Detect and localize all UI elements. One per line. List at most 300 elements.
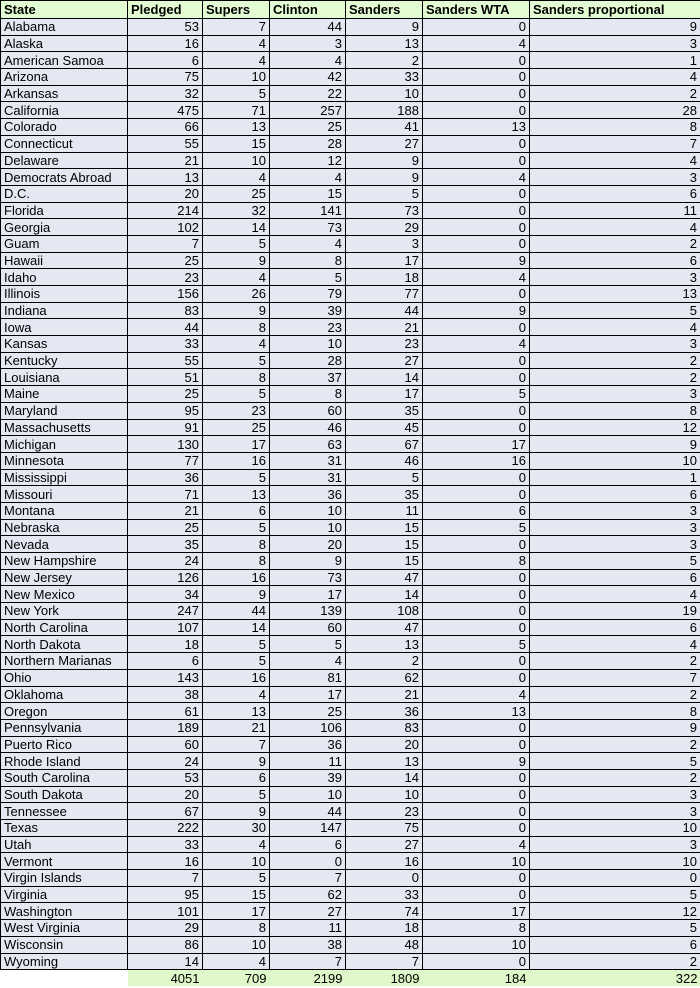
cell-supers: 26 xyxy=(203,286,270,303)
cell-sanders: 48 xyxy=(346,936,423,953)
cell-pledged: 20 xyxy=(128,185,203,202)
cell-sanders-proportional: 3 xyxy=(530,336,700,353)
cell-clinton: 106 xyxy=(270,719,346,736)
cell-clinton: 147 xyxy=(270,820,346,837)
cell-sanders: 17 xyxy=(346,252,423,269)
cell-sanders-proportional: 4 xyxy=(530,319,700,336)
cell-state: South Dakota xyxy=(1,786,128,803)
cell-pledged: 475 xyxy=(128,102,203,119)
table-row xyxy=(1,586,700,603)
cell-sanders: 23 xyxy=(346,336,423,353)
cell-sanders: 77 xyxy=(346,286,423,303)
cell-supers: 5 xyxy=(203,870,270,887)
cell-supers: 10 xyxy=(203,152,270,169)
cell-state: New Hampshire xyxy=(1,553,128,570)
cell-sanders: 36 xyxy=(346,703,423,720)
cell-sanders: 15 xyxy=(346,536,423,553)
cell-state: Minnesota xyxy=(1,452,128,469)
cell-sanders: 15 xyxy=(346,519,423,536)
cell-clinton: 44 xyxy=(270,19,346,36)
cell-sanders-wta: 0 xyxy=(423,69,530,86)
table-body xyxy=(1,19,700,970)
header-pledged: Pledged xyxy=(128,1,203,19)
cell-sanders-wta: 9 xyxy=(423,302,530,319)
table-row xyxy=(1,736,700,753)
cell-pledged: 55 xyxy=(128,135,203,152)
cell-sanders-proportional: 11 xyxy=(530,202,700,219)
cell-sanders: 23 xyxy=(346,803,423,820)
cell-clinton: 4 xyxy=(270,653,346,670)
cell-pledged: 44 xyxy=(128,319,203,336)
cell-sanders: 11 xyxy=(346,502,423,519)
cell-supers: 16 xyxy=(203,569,270,586)
header-sanders-wta: Sanders WTA xyxy=(423,1,530,19)
cell-supers: 71 xyxy=(203,102,270,119)
table-row xyxy=(1,52,700,69)
cell-sanders-wta: 0 xyxy=(423,235,530,252)
cell-sanders: 14 xyxy=(346,769,423,786)
table-row xyxy=(1,419,700,436)
cell-sanders-wta: 0 xyxy=(423,185,530,202)
cell-pledged: 25 xyxy=(128,519,203,536)
cell-sanders-wta: 10 xyxy=(423,853,530,870)
cell-sanders-proportional: 6 xyxy=(530,486,700,503)
cell-sanders-proportional: 2 xyxy=(530,953,700,970)
cell-state: Massachusetts xyxy=(1,419,128,436)
cell-pledged: 25 xyxy=(128,252,203,269)
cell-state: Democrats Abroad xyxy=(1,169,128,186)
cell-sanders: 75 xyxy=(346,820,423,837)
cell-sanders-proportional: 8 xyxy=(530,119,700,136)
cell-sanders-proportional: 2 xyxy=(530,85,700,102)
cell-sanders-wta: 0 xyxy=(423,569,530,586)
cell-sanders: 13 xyxy=(346,636,423,653)
cell-sanders: 44 xyxy=(346,302,423,319)
cell-state: Montana xyxy=(1,502,128,519)
cell-state: Michigan xyxy=(1,436,128,453)
cell-clinton: 44 xyxy=(270,803,346,820)
cell-sanders-wta: 0 xyxy=(423,603,530,620)
cell-clinton: 141 xyxy=(270,202,346,219)
cell-sanders: 21 xyxy=(346,686,423,703)
cell-sanders-proportional: 3 xyxy=(530,836,700,853)
cell-clinton: 60 xyxy=(270,402,346,419)
cell-sanders-wta: 4 xyxy=(423,269,530,286)
cell-pledged: 107 xyxy=(128,619,203,636)
cell-state: Oklahoma xyxy=(1,686,128,703)
cell-clinton: 10 xyxy=(270,336,346,353)
cell-sanders: 188 xyxy=(346,102,423,119)
cell-clinton: 39 xyxy=(270,302,346,319)
cell-supers: 5 xyxy=(203,85,270,102)
cell-state: Washington xyxy=(1,903,128,920)
cell-sanders-wta: 0 xyxy=(423,219,530,236)
table-row xyxy=(1,202,700,219)
table-row xyxy=(1,953,700,970)
cell-clinton: 73 xyxy=(270,219,346,236)
table-row xyxy=(1,703,700,720)
table-row xyxy=(1,169,700,186)
cell-supers: 13 xyxy=(203,119,270,136)
cell-sanders-proportional: 7 xyxy=(530,669,700,686)
header-sanders-proportional: Sanders proportional xyxy=(530,1,700,19)
cell-sanders-wta: 0 xyxy=(423,653,530,670)
cell-supers: 16 xyxy=(203,452,270,469)
cell-sanders-wta: 0 xyxy=(423,619,530,636)
cell-clinton: 8 xyxy=(270,252,346,269)
cell-clinton: 17 xyxy=(270,586,346,603)
cell-clinton: 11 xyxy=(270,753,346,770)
cell-state: California xyxy=(1,102,128,119)
cell-state: Arizona xyxy=(1,69,128,86)
cell-state: New York xyxy=(1,603,128,620)
cell-supers: 8 xyxy=(203,369,270,386)
cell-pledged: 7 xyxy=(128,870,203,887)
cell-sanders-proportional: 13 xyxy=(530,286,700,303)
table-row xyxy=(1,486,700,503)
cell-state: Maine xyxy=(1,386,128,403)
cell-clinton: 28 xyxy=(270,352,346,369)
cell-clinton: 257 xyxy=(270,102,346,119)
cell-sanders-wta: 13 xyxy=(423,703,530,720)
cell-supers: 23 xyxy=(203,402,270,419)
cell-pledged: 86 xyxy=(128,936,203,953)
cell-sanders: 47 xyxy=(346,619,423,636)
cell-sanders-proportional: 5 xyxy=(530,753,700,770)
cell-sanders-wta: 0 xyxy=(423,536,530,553)
cell-sanders-wta: 5 xyxy=(423,519,530,536)
table-row xyxy=(1,152,700,169)
cell-sanders-wta: 6 xyxy=(423,502,530,519)
cell-supers: 9 xyxy=(203,753,270,770)
cell-pledged: 25 xyxy=(128,386,203,403)
cell-sanders: 13 xyxy=(346,35,423,52)
cell-sanders: 10 xyxy=(346,85,423,102)
cell-pledged: 71 xyxy=(128,486,203,503)
cell-sanders-proportional: 2 xyxy=(530,235,700,252)
cell-supers: 4 xyxy=(203,35,270,52)
cell-sanders-wta: 16 xyxy=(423,452,530,469)
table-row xyxy=(1,836,700,853)
table-row xyxy=(1,252,700,269)
cell-supers: 21 xyxy=(203,719,270,736)
cell-sanders-wta: 8 xyxy=(423,553,530,570)
cell-supers: 5 xyxy=(203,653,270,670)
table-row xyxy=(1,235,700,252)
cell-sanders: 35 xyxy=(346,486,423,503)
table-row xyxy=(1,686,700,703)
cell-state: Oregon xyxy=(1,703,128,720)
table-row xyxy=(1,719,700,736)
table-row xyxy=(1,369,700,386)
cell-clinton: 139 xyxy=(270,603,346,620)
cell-supers: 10 xyxy=(203,853,270,870)
cell-clinton: 7 xyxy=(270,953,346,970)
cell-state: West Virginia xyxy=(1,920,128,937)
cell-sanders-proportional: 10 xyxy=(530,820,700,837)
cell-clinton: 0 xyxy=(270,853,346,870)
cell-sanders: 62 xyxy=(346,669,423,686)
table-row xyxy=(1,820,700,837)
cell-sanders-wta: 8 xyxy=(423,920,530,937)
cell-sanders: 108 xyxy=(346,603,423,620)
cell-clinton: 79 xyxy=(270,286,346,303)
cell-sanders-proportional: 6 xyxy=(530,185,700,202)
table-row xyxy=(1,352,700,369)
table-row xyxy=(1,886,700,903)
cell-sanders-wta: 5 xyxy=(423,386,530,403)
cell-sanders: 18 xyxy=(346,269,423,286)
cell-sanders-proportional: 3 xyxy=(530,536,700,553)
cell-state: D.C. xyxy=(1,185,128,202)
cell-sanders-wta: 0 xyxy=(423,803,530,820)
cell-supers: 25 xyxy=(203,419,270,436)
cell-pledged: 53 xyxy=(128,769,203,786)
table-row xyxy=(1,519,700,536)
table-row xyxy=(1,853,700,870)
table-row xyxy=(1,452,700,469)
table-row xyxy=(1,85,700,102)
table-row xyxy=(1,185,700,202)
cell-sanders-wta: 17 xyxy=(423,436,530,453)
cell-supers: 5 xyxy=(203,469,270,486)
cell-sanders: 33 xyxy=(346,886,423,903)
cell-pledged: 24 xyxy=(128,753,203,770)
cell-pledged: 21 xyxy=(128,152,203,169)
cell-sanders: 15 xyxy=(346,553,423,570)
cell-sanders: 9 xyxy=(346,152,423,169)
cell-supers: 13 xyxy=(203,703,270,720)
cell-state: Virginia xyxy=(1,886,128,903)
cell-supers: 15 xyxy=(203,886,270,903)
cell-sanders: 41 xyxy=(346,119,423,136)
cell-supers: 5 xyxy=(203,235,270,252)
cell-supers: 44 xyxy=(203,603,270,620)
cell-clinton: 4 xyxy=(270,169,346,186)
cell-state: Nevada xyxy=(1,536,128,553)
cell-sanders-proportional: 3 xyxy=(530,786,700,803)
cell-sanders: 73 xyxy=(346,202,423,219)
table-row xyxy=(1,619,700,636)
cell-supers: 5 xyxy=(203,636,270,653)
cell-sanders: 46 xyxy=(346,452,423,469)
table-row xyxy=(1,286,700,303)
cell-sanders-wta: 13 xyxy=(423,119,530,136)
cell-sanders: 3 xyxy=(346,235,423,252)
cell-sanders: 20 xyxy=(346,736,423,753)
cell-sanders-proportional: 5 xyxy=(530,553,700,570)
cell-supers: 30 xyxy=(203,820,270,837)
cell-sanders-proportional: 4 xyxy=(530,219,700,236)
cell-state: South Carolina xyxy=(1,769,128,786)
cell-clinton: 73 xyxy=(270,569,346,586)
cell-clinton: 10 xyxy=(270,502,346,519)
table-row xyxy=(1,903,700,920)
cell-pledged: 67 xyxy=(128,803,203,820)
cell-sanders-proportional: 2 xyxy=(530,769,700,786)
cell-sanders: 7 xyxy=(346,953,423,970)
cell-sanders-proportional: 9 xyxy=(530,436,700,453)
cell-state: Pennsylvania xyxy=(1,719,128,736)
cell-sanders-wta: 17 xyxy=(423,903,530,920)
cell-pledged: 77 xyxy=(128,452,203,469)
cell-pledged: 53 xyxy=(128,19,203,36)
cell-clinton: 22 xyxy=(270,85,346,102)
cell-sanders-proportional: 8 xyxy=(530,402,700,419)
table-row xyxy=(1,469,700,486)
cell-pledged: 55 xyxy=(128,352,203,369)
cell-state: Maryland xyxy=(1,402,128,419)
cell-pledged: 51 xyxy=(128,369,203,386)
table-row xyxy=(1,569,700,586)
cell-sanders-wta: 4 xyxy=(423,686,530,703)
cell-pledged: 36 xyxy=(128,469,203,486)
cell-state: North Carolina xyxy=(1,619,128,636)
cell-sanders-proportional: 2 xyxy=(530,736,700,753)
cell-sanders-wta: 4 xyxy=(423,169,530,186)
cell-sanders-proportional: 2 xyxy=(530,653,700,670)
cell-pledged: 33 xyxy=(128,836,203,853)
cell-supers: 25 xyxy=(203,185,270,202)
cell-sanders-wta: 0 xyxy=(423,469,530,486)
cell-sanders-proportional: 3 xyxy=(530,386,700,403)
cell-sanders-proportional: 1 xyxy=(530,52,700,69)
cell-clinton: 63 xyxy=(270,436,346,453)
cell-pledged: 14 xyxy=(128,953,203,970)
cell-sanders: 27 xyxy=(346,352,423,369)
cell-clinton: 11 xyxy=(270,920,346,937)
cell-pledged: 83 xyxy=(128,302,203,319)
cell-clinton: 39 xyxy=(270,769,346,786)
cell-supers: 10 xyxy=(203,936,270,953)
cell-supers: 4 xyxy=(203,52,270,69)
cell-clinton: 15 xyxy=(270,185,346,202)
cell-sanders: 14 xyxy=(346,369,423,386)
cell-sanders-proportional: 3 xyxy=(530,502,700,519)
cell-sanders-proportional: 6 xyxy=(530,936,700,953)
cell-state: Kansas xyxy=(1,336,128,353)
cell-state: Guam xyxy=(1,235,128,252)
cell-sanders-wta: 0 xyxy=(423,719,530,736)
cell-sanders-proportional: 6 xyxy=(530,252,700,269)
cell-supers: 5 xyxy=(203,519,270,536)
cell-pledged: 16 xyxy=(128,35,203,52)
table-row xyxy=(1,502,700,519)
cell-clinton: 4 xyxy=(270,235,346,252)
cell-sanders-wta: 0 xyxy=(423,286,530,303)
table-row xyxy=(1,553,700,570)
cell-pledged: 143 xyxy=(128,669,203,686)
cell-sanders-proportional: 3 xyxy=(530,169,700,186)
cell-sanders: 74 xyxy=(346,903,423,920)
cell-sanders-proportional: 3 xyxy=(530,35,700,52)
cell-sanders-wta: 0 xyxy=(423,669,530,686)
cell-sanders: 2 xyxy=(346,52,423,69)
cell-pledged: 34 xyxy=(128,586,203,603)
cell-pledged: 32 xyxy=(128,85,203,102)
cell-clinton: 10 xyxy=(270,519,346,536)
header-clinton: Clinton xyxy=(270,1,346,19)
cell-sanders: 67 xyxy=(346,436,423,453)
cell-sanders-proportional: 4 xyxy=(530,586,700,603)
cell-sanders: 17 xyxy=(346,386,423,403)
cell-clinton: 25 xyxy=(270,119,346,136)
cell-sanders-wta: 0 xyxy=(423,152,530,169)
table-row xyxy=(1,336,700,353)
cell-pledged: 60 xyxy=(128,736,203,753)
table-row xyxy=(1,769,700,786)
cell-state: New Jersey xyxy=(1,569,128,586)
cell-pledged: 247 xyxy=(128,603,203,620)
cell-pledged: 75 xyxy=(128,69,203,86)
table-row xyxy=(1,219,700,236)
cell-clinton: 38 xyxy=(270,936,346,953)
totals-label-cell xyxy=(1,970,128,986)
cell-sanders: 13 xyxy=(346,753,423,770)
cell-pledged: 21 xyxy=(128,502,203,519)
cell-supers: 4 xyxy=(203,953,270,970)
header-state: State xyxy=(1,1,128,19)
cell-state: Tennessee xyxy=(1,803,128,820)
cell-supers: 9 xyxy=(203,586,270,603)
cell-clinton: 25 xyxy=(270,703,346,720)
cell-clinton: 27 xyxy=(270,903,346,920)
cell-state: Indiana xyxy=(1,302,128,319)
cell-clinton: 17 xyxy=(270,686,346,703)
cell-state: Nebraska xyxy=(1,519,128,536)
cell-clinton: 36 xyxy=(270,736,346,753)
cell-supers: 4 xyxy=(203,836,270,853)
cell-clinton: 10 xyxy=(270,786,346,803)
cell-clinton: 7 xyxy=(270,870,346,887)
cell-clinton: 31 xyxy=(270,452,346,469)
cell-state: Illinois xyxy=(1,286,128,303)
cell-pledged: 130 xyxy=(128,436,203,453)
cell-sanders-proportional: 4 xyxy=(530,152,700,169)
cell-sanders: 2 xyxy=(346,653,423,670)
total-sanders: 1809 xyxy=(346,970,423,986)
cell-pledged: 13 xyxy=(128,169,203,186)
table-row xyxy=(1,269,700,286)
cell-pledged: 18 xyxy=(128,636,203,653)
cell-state: Texas xyxy=(1,820,128,837)
cell-pledged: 95 xyxy=(128,402,203,419)
cell-supers: 4 xyxy=(203,169,270,186)
cell-supers: 8 xyxy=(203,319,270,336)
table-row xyxy=(1,35,700,52)
cell-sanders-wta: 0 xyxy=(423,52,530,69)
cell-sanders-proportional: 8 xyxy=(530,703,700,720)
cell-pledged: 91 xyxy=(128,419,203,436)
cell-clinton: 46 xyxy=(270,419,346,436)
totals-row xyxy=(1,970,700,986)
cell-state: Northern Marianas xyxy=(1,653,128,670)
table-row xyxy=(1,386,700,403)
cell-supers: 4 xyxy=(203,686,270,703)
cell-sanders-wta: 9 xyxy=(423,252,530,269)
header-sanders: Sanders xyxy=(346,1,423,19)
cell-pledged: 38 xyxy=(128,686,203,703)
cell-state: Alabama xyxy=(1,19,128,36)
cell-clinton: 5 xyxy=(270,269,346,286)
cell-sanders-wta: 0 xyxy=(423,953,530,970)
cell-state: Wyoming xyxy=(1,953,128,970)
cell-sanders-proportional: 3 xyxy=(530,269,700,286)
cell-pledged: 222 xyxy=(128,820,203,837)
cell-pledged: 20 xyxy=(128,786,203,803)
cell-supers: 17 xyxy=(203,436,270,453)
cell-sanders-wta: 0 xyxy=(423,352,530,369)
